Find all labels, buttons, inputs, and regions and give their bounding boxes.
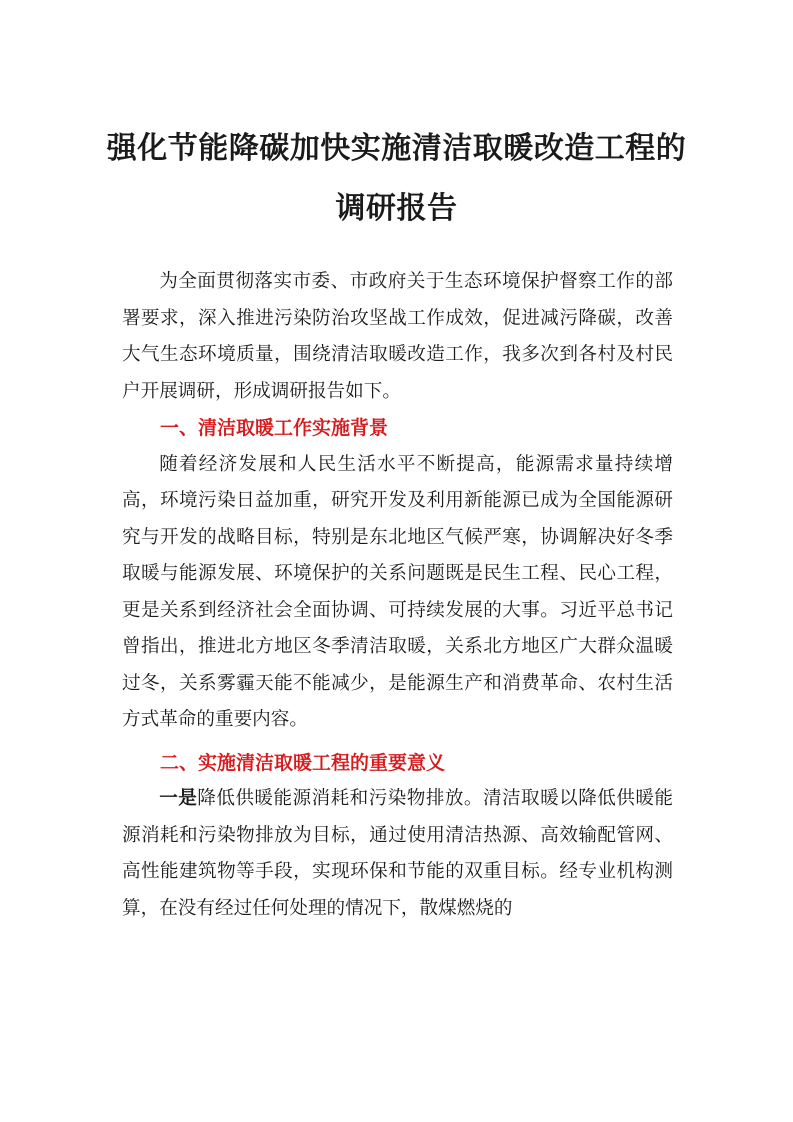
document-title-line-2: 调研报告 — [335, 191, 458, 226]
section-2-lead: 一是 — [159, 788, 198, 809]
section-1-paragraph: 随着经济发展和人民生活水平不断提高，能源需求量持续增高，环境污染日益加重，研究开发及利用新能源已成为全国能源研究与开发的战略目标，特别是东北地区气候严寒，协调解决好冬季取暖与能源发展、环境保护的关系问题既是民生工程、民心工程，更是关系到经济社会全面协调、可持续发展的大事。习近平总书记曾指出，推进北方地区冬季清洁取暖，关系北方地区广大群众温暖过冬，关系雾霾天能不能减少，是能源生产和消费革命、农村生活方式革命的重要内容。 — [122, 453, 673, 730]
intro-paragraph: 为全面贯彻落实市委、市政府关于生态环境保护督察工作的部署要求，深入推进污染防治攻坚战工作成效，促进减污降碳，改善大气生态环境质量，围绕清洁取暖改造工作，我多次到各村及村民户开展调研，形成调研报告如下。 — [122, 271, 673, 402]
document-body — [122, 264, 673, 927]
section-2-text: 降低供暖能源消耗和污染物排放。清洁取暖以降低供暖能源消耗和污染物排放为目标，通过使用清洁热源、高效输配管网、高性能建筑物等手段，实现环保和节能的双重目标。经专业机构测算，在没有经过任何处理的情况下，散煤燃烧的 — [122, 788, 673, 919]
section-1-heading: 一、清洁取暖工作实施背景 — [160, 417, 389, 439]
document-title-line-1: 强化节能降碳加快实施清洁取暖改造工程的 — [106, 131, 687, 166]
section-2-heading: 二、实施清洁取暖工程的重要意义 — [160, 751, 446, 774]
section-2-paragraph — [122, 781, 673, 927]
